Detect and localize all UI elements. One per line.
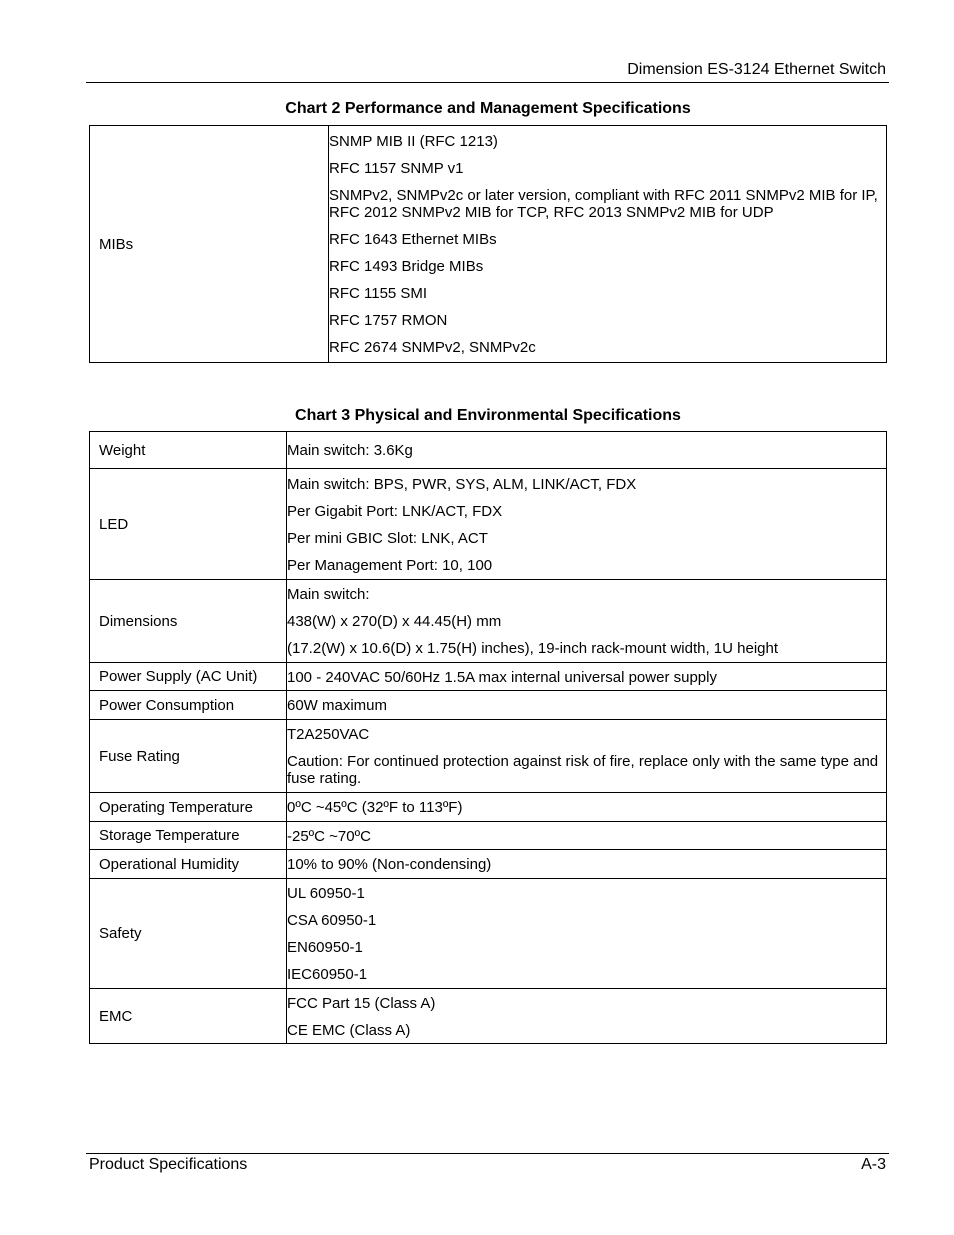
value-line: IEC60950-1 bbox=[287, 966, 368, 983]
value-line: 100 - 240VAC 50/60Hz 1.5A max internal universal power supply bbox=[287, 668, 717, 686]
value-line: (17.2(W) x 10.6(D) x 1.75(H) inches), 19-inch rack-mount width, 1U height bbox=[287, 640, 779, 657]
row-value bbox=[287, 720, 887, 793]
value-line: RFC 1643 Ethernet MIBs bbox=[329, 231, 497, 248]
row-value bbox=[287, 879, 887, 989]
row-value bbox=[287, 691, 887, 720]
row-label: LED bbox=[90, 469, 287, 580]
row-label: Safety bbox=[90, 879, 287, 989]
table-row bbox=[90, 822, 887, 850]
row-label: Fuse Rating bbox=[90, 720, 287, 793]
value-line: Per Gigabit Port: LNK/ACT, FDX bbox=[287, 502, 503, 520]
table-row bbox=[90, 879, 887, 989]
row-label: Storage Temperature bbox=[90, 822, 287, 850]
row-value bbox=[287, 469, 887, 580]
value-line: RFC 2674 SNMPv2, SNMPv2c bbox=[329, 339, 536, 356]
row-label: Operational Humidity bbox=[90, 850, 287, 879]
row-value bbox=[287, 663, 887, 691]
row-value bbox=[287, 822, 887, 850]
value-line: Main switch: 3.6Kg bbox=[287, 442, 413, 459]
value-line: Per mini GBIC Slot: LNK, ACT bbox=[287, 529, 488, 547]
value-line: 10% to 90% (Non-condensing) bbox=[287, 856, 492, 873]
chart3-table bbox=[89, 431, 887, 1044]
row-label: Operating Temperature bbox=[90, 793, 287, 822]
value-line: 438(W) x 270(D) x 44.45(H) mm bbox=[287, 613, 502, 630]
value-line: EN60950-1 bbox=[287, 939, 363, 956]
table-row bbox=[90, 850, 887, 879]
table-row bbox=[90, 580, 887, 663]
row-value bbox=[287, 432, 887, 469]
row-label: Power Consumption bbox=[90, 691, 287, 720]
row-label: Power Supply (AC Unit) bbox=[90, 663, 287, 691]
row-value bbox=[287, 580, 887, 663]
footer-page-number: A-3 bbox=[861, 1156, 886, 1173]
value-line: CSA 60950-1 bbox=[287, 912, 377, 929]
value-line: Main switch: BPS, PWR, SYS, ALM, LINK/ACT, FDX bbox=[287, 475, 637, 493]
row-label: Weight bbox=[90, 432, 287, 469]
value-line: RFC 1757 RMON bbox=[329, 312, 448, 329]
value-line: 0ºC ~45ºC (32ºF to 113ºF) bbox=[287, 799, 463, 816]
row-label: EMC bbox=[90, 989, 287, 1044]
footer-section-title: Product Specifications bbox=[89, 1156, 248, 1173]
table-row bbox=[90, 793, 887, 822]
value-line: Caution: For continued protection against risk of fire, replace only with the same type and fuse rating. bbox=[287, 753, 879, 787]
chart2-table bbox=[89, 125, 887, 363]
value-line: -25ºC ~70ºC bbox=[287, 827, 371, 845]
table-row bbox=[90, 469, 887, 580]
chart2-caption: Chart 2 Performance and Management Specifications bbox=[285, 100, 691, 117]
chart3-caption: Chart 3 Physical and Environmental Specifications bbox=[295, 407, 681, 424]
value-line: CE EMC (Class A) bbox=[287, 1021, 411, 1039]
value-line: Main switch: bbox=[287, 586, 370, 603]
table-row bbox=[90, 720, 887, 793]
header-divider bbox=[86, 82, 889, 83]
table-row bbox=[90, 432, 887, 469]
value-line: Per Management Port: 10, 100 bbox=[287, 556, 493, 574]
row-value bbox=[287, 989, 887, 1044]
value-line: T2A250VAC bbox=[287, 726, 370, 743]
value-line: 60W maximum bbox=[287, 697, 388, 714]
value-line: RFC 1157 SNMP v1 bbox=[329, 160, 464, 177]
value-line: UL 60950-1 bbox=[287, 885, 365, 902]
row-value bbox=[329, 126, 887, 363]
row-label: Dimensions bbox=[90, 580, 287, 663]
value-line: RFC 1155 SMI bbox=[329, 285, 428, 302]
value-line: SNMP MIB II (RFC 1213) bbox=[329, 133, 498, 150]
table-row bbox=[90, 691, 887, 720]
table-row bbox=[90, 126, 887, 363]
value-line: FCC Part 15 (Class A) bbox=[287, 994, 436, 1012]
value-line: RFC 1493 Bridge MIBs bbox=[329, 258, 484, 275]
footer-divider bbox=[86, 1153, 889, 1154]
value-line: SNMPv2, SNMPv2c or later version, compliant with RFC 2011 SNMPv2 MIB for IP, RFC 2012 SNMPv2 MIB for TCP, RFC 2013 SNMPv2 MIB for UDP bbox=[329, 187, 878, 221]
table-row bbox=[90, 989, 887, 1044]
page-header-title: Dimension ES-3124 Ethernet Switch bbox=[627, 61, 886, 78]
row-label: MIBs bbox=[90, 126, 329, 363]
table-row bbox=[90, 663, 887, 691]
row-value bbox=[287, 850, 887, 879]
row-value bbox=[287, 793, 887, 822]
